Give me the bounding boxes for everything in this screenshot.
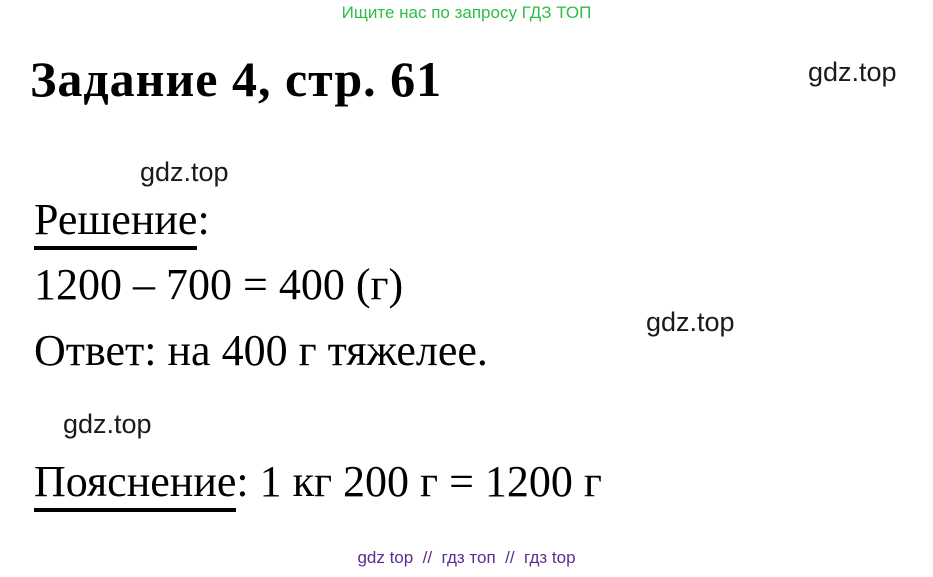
solution-answer: Ответ: на 400 г тяжелее.	[34, 326, 488, 375]
promo-banner-text: Ищите нас по запросу ГДЗ ТОП	[341, 3, 592, 22]
watermark-lower-left: gdz.top	[63, 409, 152, 439]
solution-equation: 1200 – 700 = 400 (г)	[34, 260, 404, 309]
explanation-rest: : 1 кг 200 г = 1200 г	[236, 457, 602, 506]
watermark-upper-left: gdz.top	[140, 157, 229, 187]
explanation-line	[34, 458, 602, 512]
footer-watermark-text: gdz top // гдз топ // гдз top	[357, 548, 576, 567]
explanation-label: Пояснение	[34, 458, 236, 512]
solution-heading	[34, 196, 210, 250]
page-title: Задание 4, стр. 61	[30, 51, 443, 107]
solution-heading-label: Решение	[34, 196, 197, 250]
solution-heading-colon: :	[197, 195, 210, 244]
watermark-top-right: gdz.top	[808, 57, 897, 87]
watermark-mid-right: gdz.top	[646, 307, 735, 337]
